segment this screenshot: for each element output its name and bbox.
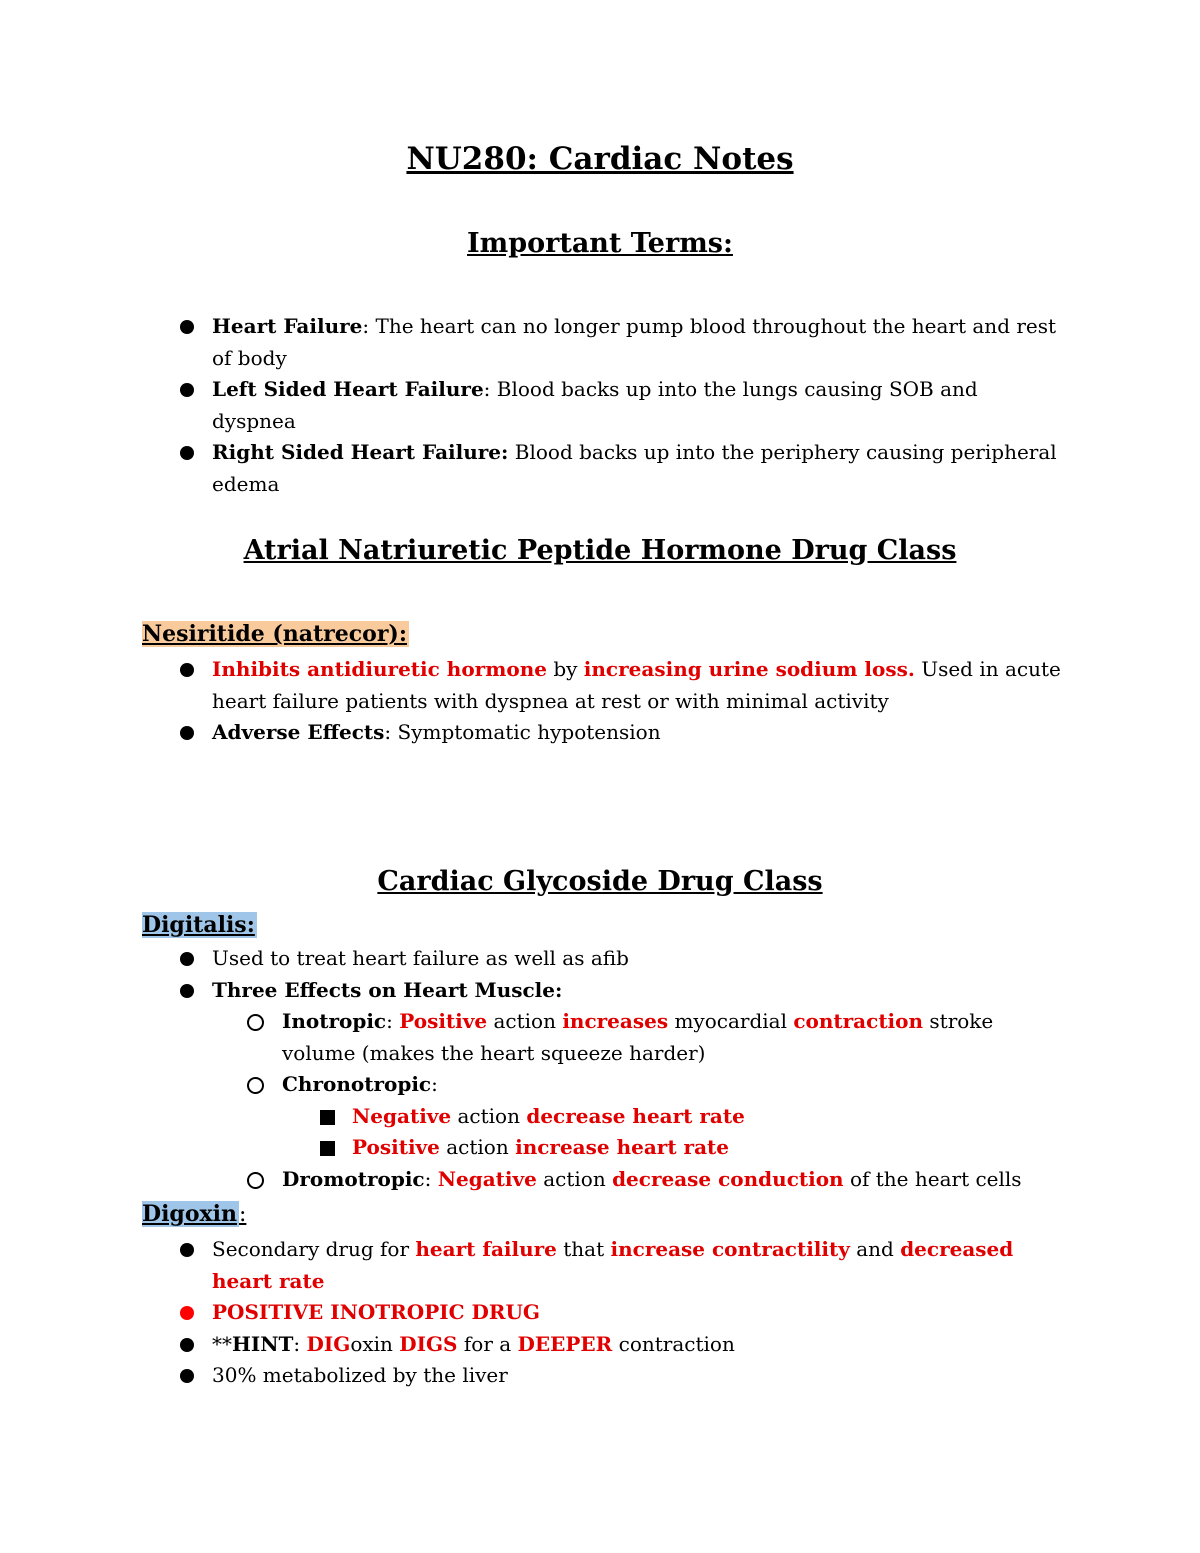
list-item: Inhibits antidiuretic hormone by increasing urine sodium loss. Used in acute heart failure patients with dyspnea at rest or with minimal activity: [212, 654, 1062, 717]
digoxin-list: [212, 1234, 1062, 1392]
list-item: Three Effects on Heart Muscle: Inotropic: Positive action increases myocardial contraction stroke volume (makes the heart squeeze harder) Chronotropic: Negative action decrease heart rate Positive action increase heart rate Dromotropic: Negative action decrease conduction of the heart cells: [212, 975, 1062, 1196]
terms-list: [212, 311, 1062, 500]
list-item: Chronotropic: Negative action decrease heart rate Positive action increase heart rate: [282, 1069, 1062, 1164]
list-item: Inotropic: Positive action increases myocardial contraction stroke volume (makes the heart squeeze harder): [282, 1006, 1062, 1069]
list-item: Secondary drug for heart failure that increase contractility and decreased heart rate: [212, 1234, 1062, 1297]
digitalis-list: [212, 943, 1062, 1195]
list-item: Right Sided Heart Failure: Blood backs up into the periphery causing peripheral edema: [212, 437, 1062, 500]
list-item: Used to treat heart failure as well as afib: [212, 943, 1062, 975]
effects-list: [212, 1006, 1062, 1195]
chronotropic-list: [282, 1101, 1062, 1164]
list-item: 30% metabolized by the liver: [212, 1360, 1062, 1392]
list-item: POSITIVE INOTROPIC DRUG: [212, 1297, 1062, 1329]
nesiritide-list: [212, 654, 1062, 749]
list-item: Negative action decrease heart rate: [352, 1101, 1062, 1133]
digitalis-label: Digitalis:: [142, 912, 255, 938]
list-item: Heart Failure: The heart can no longer pump blood throughout the heart and rest of body: [212, 311, 1062, 374]
nesiritide-label: Nesiritide (natrecor):: [142, 621, 407, 647]
list-item: Left Sided Heart Failure: Blood backs up into the lungs causing SOB and dyspnea: [212, 374, 1062, 437]
anp-heading: Atrial Natriuretic Peptide Hormone Drug Class: [243, 535, 957, 566]
list-item: **HINT: DIGoxin DIGS for a DEEPER contraction: [212, 1329, 1062, 1361]
important-terms-heading: Important Terms:: [467, 228, 733, 259]
glycoside-heading: Cardiac Glycoside Drug Class: [377, 866, 823, 897]
list-item: Dromotropic: Negative action decrease conduction of the heart cells: [282, 1164, 1062, 1196]
document-title: NU280: Cardiac Notes: [406, 141, 794, 177]
list-item: Positive action increase heart rate: [352, 1132, 1062, 1164]
digoxin-label: Digoxin:: [142, 1201, 247, 1227]
list-item: Adverse Effects: Symptomatic hypotension: [212, 717, 1062, 749]
